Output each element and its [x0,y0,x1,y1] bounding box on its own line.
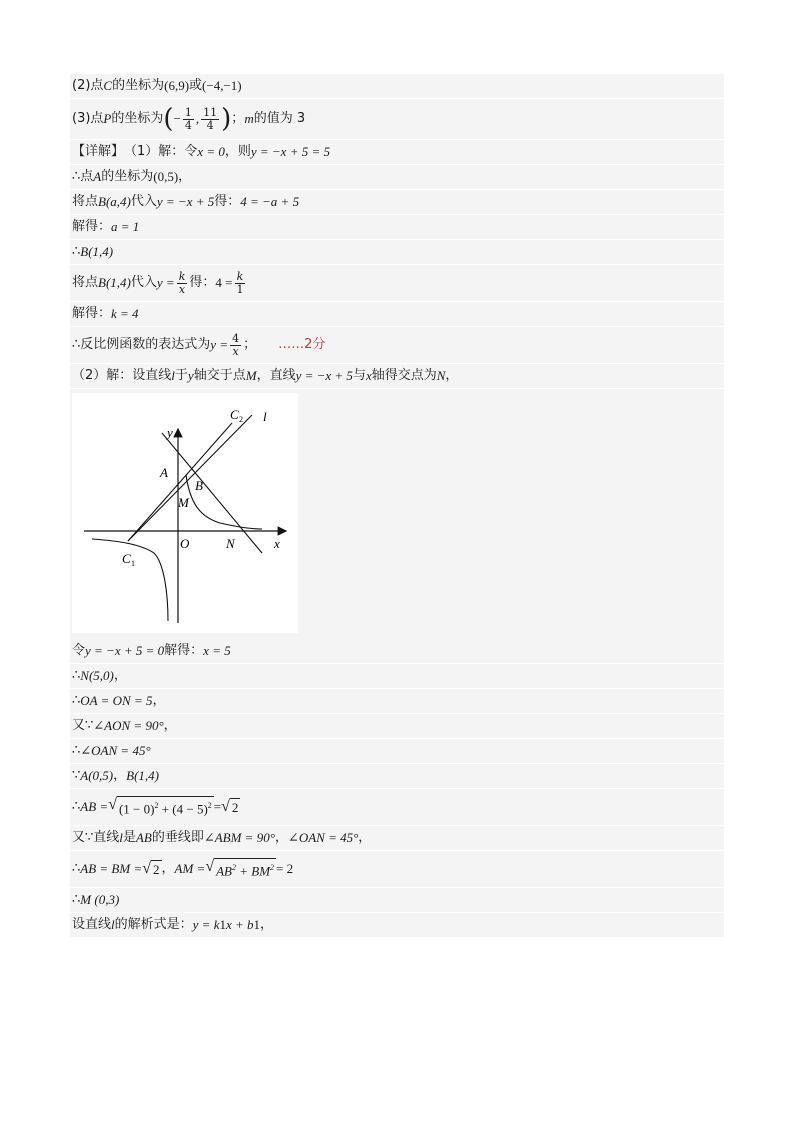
text: ∴ [72,799,81,814]
math: ∠AON = 90° [93,718,164,733]
line-ab [162,433,262,553]
text: 解得： [72,219,112,234]
label-l: l [263,409,267,424]
math: ∠OAN = 45° [80,743,151,758]
text: 解得： [72,306,112,321]
line-l [128,415,252,541]
math: (1 − 0) [118,801,155,817]
math: y = [156,275,175,290]
math: OA = ON = 5 [80,693,153,708]
math: AB [135,830,152,845]
text: ， [358,830,372,845]
subscript: 1 [219,917,226,932]
denominator: x [232,344,239,358]
perpendicular [70,826,724,851]
label-c2: C [230,407,239,422]
paren-close: ) [221,104,232,134]
text: ∴点 [72,169,94,184]
math: N [436,368,446,383]
math: m [244,111,254,126]
sqrt: √ $AB^2 + BM^2$ [205,857,275,879]
text: 解得： [164,643,204,658]
math: l [111,917,115,932]
text: 轴交于点 [193,368,246,383]
text: ， [445,368,459,383]
math: A(0,5) [80,768,114,783]
text: 的值为 3 [253,111,306,126]
oa-on [70,689,724,714]
detail-intro [70,140,724,165]
text: ∴ [72,668,81,683]
text: 轴得交点为 [371,368,437,383]
angle-aon [70,714,724,739]
text: ， [274,830,288,845]
text: 的坐标为 [112,78,165,93]
math: P [103,111,112,126]
math: , [195,111,200,126]
text: （2）解：设直线 [72,368,172,383]
label-n: N [226,536,235,551]
math: B(1,4) [98,275,131,290]
answer-part-3 [70,99,724,140]
points-ab [70,764,724,789]
fraction [201,107,219,132]
text: 得： [189,275,216,290]
math: x = 5 [203,643,231,658]
text: ， [178,169,192,184]
text: ，则 [224,144,251,159]
subscript: 1 [253,917,261,932]
numerator: 11 [203,105,218,119]
text: ， [113,668,127,683]
text: 的坐标为 [101,169,154,184]
coordinate-figure [72,393,298,633]
math: ∠ABM = 90° [203,830,275,845]
numerator: k [178,269,186,283]
substitute-b [70,190,724,215]
math: N(5,0) [80,668,114,683]
text: (2)点 [72,78,104,93]
text: ， [113,768,127,783]
math: y = −x + 5 = 5 [250,144,330,159]
text: ； [243,337,257,352]
math: x = 0 [197,144,225,159]
text: ； [231,111,245,126]
point-a [70,165,724,190]
ab-bm-am [70,851,724,888]
math: y = k [192,917,220,932]
text: 是 [122,830,136,845]
angle-oan [70,739,724,764]
denominator: 1 [236,282,244,296]
fraction [183,107,194,132]
text: ∴ [72,693,81,708]
substitute-b-inverse [70,265,724,302]
math: AB = BM = [80,861,143,876]
text: 的垂线即 [151,830,204,845]
line-l-equation [70,913,724,938]
math: B(1,4) [80,244,114,259]
text: ∴ [72,861,81,876]
text: 【详解】 [72,144,125,159]
graph-svg [72,393,298,633]
text: 又∵直线 [72,830,120,845]
point-m [70,888,724,913]
math: B(a,4) [98,194,131,209]
math: 2 [153,861,160,877]
math: AB = [80,799,109,814]
text: ∴ [72,892,81,907]
math: ∠OAN = 45° [287,830,359,845]
figure-row [70,389,724,639]
inverse-function [70,327,724,364]
label-m: M [178,495,189,510]
math: 2 [231,799,239,815]
text: ，直线 [256,368,296,383]
solve-a [70,215,724,240]
math: y = [210,337,229,352]
label-c1-sub: 1 [131,559,135,568]
math: k = 4 [111,306,139,321]
point-b [70,240,724,265]
part-2-setup [70,364,724,389]
text: 将点 [72,194,99,209]
text: 与 [352,368,366,383]
text: 又∵ [72,718,94,733]
math: x [365,368,372,383]
denominator: x [178,282,186,296]
text: 的坐标为 [111,111,164,126]
answer-part-2 [70,74,724,99]
math: B(1,4) [126,768,160,783]
math: y = −x + 5 = 0 [85,643,165,658]
text: 得： [214,194,241,209]
fraction [177,271,188,296]
paren-open: ( [163,104,174,134]
line-c1c2 [128,423,232,541]
math: y = −x + 5 [295,368,353,383]
label-b: B [195,478,203,493]
label-c1: C [122,551,131,566]
math: = 2 [276,861,294,876]
solve-k [70,302,724,327]
fraction [230,333,241,358]
text: 代入 [130,275,157,290]
text: 令 [72,643,86,658]
solve-n [70,639,724,664]
text: 的解析式是： [114,917,193,932]
math: l [119,830,123,845]
math: M [245,368,257,383]
numerator: k [236,269,244,283]
text: （1）解：令 [124,144,198,159]
math: M (0,3) [80,892,120,907]
math: a = 1 [111,219,140,234]
text: ∵ [72,768,81,783]
math: AB [216,863,232,879]
ab-length [70,789,724,826]
numerator: 4 [232,331,240,345]
label-a: A [160,465,168,480]
exponent: 2 [270,862,275,872]
exponent: 2 [154,800,159,810]
text: ∴ [72,244,81,259]
text: (3)点 [72,111,104,126]
score-note: ……2分 [278,337,326,352]
exponent: 2 [232,862,236,872]
math: y [187,368,194,383]
denominator: 4 [206,118,214,132]
math: A [93,169,102,184]
math: (0,5) [153,169,179,184]
numerator: 1 [184,105,192,119]
label-c2-sub: 2 [239,415,243,424]
text: ， [152,693,166,708]
math: + BM [236,863,271,879]
label-y: y [167,425,173,440]
text: ， [163,718,177,733]
text: 设直线 [72,917,112,932]
text: 将点 [72,275,99,290]
math: − [173,111,181,126]
text: 代入 [130,194,157,209]
math: y = −x + 5 [156,194,215,209]
math: AM = [174,861,206,876]
math: C [103,78,113,93]
label-o: O [180,536,190,551]
sqrt: √ 2 [221,797,239,815]
fraction [234,271,245,296]
math: (−4,−1) [202,78,242,93]
text: ∴反比例函数的表达式为 [72,337,211,352]
math: l [171,368,175,383]
solution-document [70,74,724,938]
text: 或 [189,78,203,93]
math: (6,9) [164,78,190,93]
sqrt: √ $(1 - 0)^2 + (4 - 5)^2$ [108,795,212,817]
math: = [213,799,222,814]
exponent: 2 [207,800,212,810]
point-n [70,664,724,689]
math: 4 = −a + 5 [240,194,300,209]
text: ， [161,861,175,876]
sqrt: √ 2 [142,859,160,877]
text: 于 [174,368,188,383]
text: ∴ [72,743,81,758]
math: + (4 − 5) [158,801,208,817]
math: x + b [225,917,254,932]
label-x: x [274,536,280,551]
denominator: 4 [184,118,192,132]
text: ， [260,917,274,932]
math: 4 = [215,275,233,290]
